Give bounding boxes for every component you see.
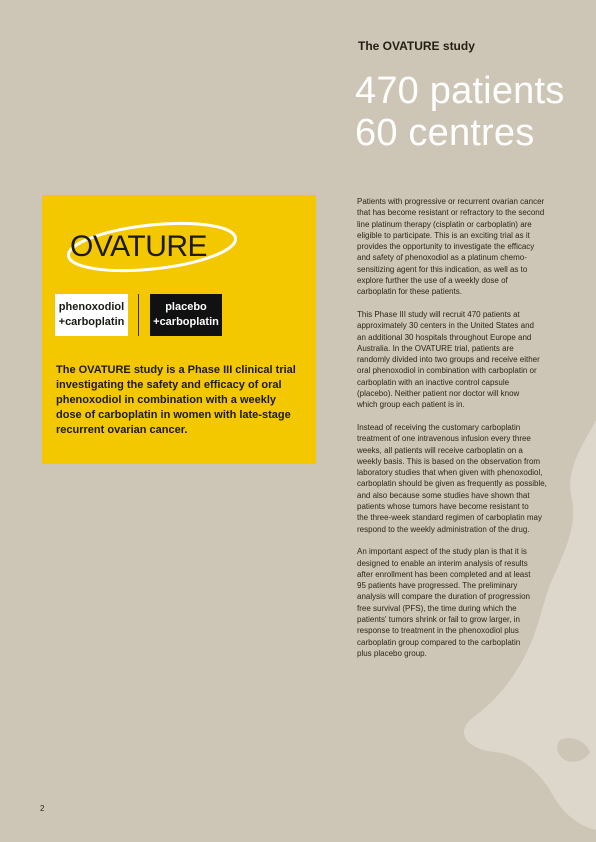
text-line: randomly divided into two groups and receive either [357, 355, 540, 365]
text-line: free survival (PFS), the time during which the [357, 603, 517, 613]
arm2-line2: +carboplatin [153, 316, 219, 328]
text-line: patients whose tumors have become resistant to [357, 502, 529, 512]
text-line: Australia. In the OVATURE trial, patients are [357, 343, 514, 353]
study-summary-box [42, 195, 316, 464]
study-description [56, 363, 301, 438]
headline-line-2: 60 centres [355, 112, 535, 154]
text-line: carboplatin for these patients. [357, 287, 462, 297]
text-line: Patients with progressive or recurrent ovarian cancer [357, 197, 545, 206]
description-line: dose of carboplatin in women with late-stage [56, 409, 291, 421]
arm2-line1: placebo [165, 301, 207, 313]
text-line: explore further the use of a weekly dose of [357, 276, 508, 286]
ovature-logo [64, 217, 244, 277]
description-line: phenoxodiol in combination with a weekly [56, 394, 277, 406]
text-line: sensitizing agent for this indication, as well as to [357, 264, 528, 274]
text-line: that has become resistant or refractory to the second [357, 208, 545, 218]
text-line: (placebo). Neither patient nor doctor will know [357, 389, 520, 399]
text-line: An important aspect of the study plan is that it is [357, 547, 527, 557]
text-line: designed to enable an interim analysis of results [357, 558, 528, 568]
text-line: carboplatin should be given as frequently as possible, [357, 479, 547, 489]
paragraph-dosing [357, 422, 587, 535]
text-line: and also because some studies have shown that [357, 490, 530, 500]
text-line: respond to the weekly administration of the drug. [357, 524, 530, 534]
text-line: This Phase III study will recruit 470 patients at [357, 309, 520, 319]
paragraph-interim-analysis [357, 546, 587, 659]
text-line: Instead of receiving the customary carboplatin [357, 422, 521, 432]
text-line: carboplatin group compared to the carboplatin [357, 637, 521, 647]
text-line: eligible to participate. This is an exciting trial as it [357, 230, 530, 240]
description-line: recurrent ovarian cancer. [56, 424, 188, 436]
arm1-line2: +carboplatin [58, 316, 125, 328]
arm1-line1: phenoxodiol [58, 301, 125, 313]
text-line: oral phenoxodiol in combination with carboplatin or [357, 366, 537, 376]
text-line: after enrollment has been completed and at least [357, 569, 531, 579]
arm-divider [138, 294, 139, 336]
logo-wordmark: OVATURE [70, 230, 208, 263]
headline-line-1: 470 patients [355, 70, 565, 112]
page-headline [355, 70, 590, 154]
description-line: The OVATURE study is a Phase III clinical trial [56, 364, 296, 376]
paragraph-eligibility [357, 196, 587, 298]
text-line: which group each patient is in. [357, 400, 465, 410]
description-line: investigating the safety and efficacy of oral [56, 379, 282, 391]
text-line: analysis will compare the duration of progression [357, 592, 530, 602]
text-line: approximately 30 centers in the United States and [357, 321, 534, 331]
text-line: an additional 30 hospitals throughout Europe and [357, 332, 532, 342]
text-line: provides the opportunity to investigate the efficacy [357, 242, 535, 252]
text-line: line platinum therapy (cisplatin or carboplatin) are [357, 219, 532, 229]
text-line: and safety of phenoxodiol as a platinum chemo- [357, 253, 527, 263]
text-line: response to treatment in the phenoxodiol plus [357, 626, 519, 636]
text-line: plus placebo group. [357, 648, 427, 658]
text-line: weekly basis. This is based on the observation from [357, 456, 541, 466]
text-line: carboplatin with an inactive control capsule [357, 377, 510, 387]
page-number: 2 [40, 804, 45, 813]
text-line: 95 patients have progressed. The preliminary [357, 581, 518, 591]
treatment-arm-placebo [150, 294, 222, 336]
body-text-column [357, 196, 587, 670]
treatment-arm-phenoxodiol [55, 294, 128, 336]
text-line: the three-week standard regimen of carboplatin may [357, 513, 542, 523]
section-kicker: The OVATURE study [358, 39, 475, 53]
text-line: laboratory studies that when given with phenoxodiol, [357, 468, 543, 478]
paragraph-recruitment [357, 309, 587, 411]
text-line: treatment of one intravenous infusion every three [357, 434, 531, 444]
text-line: weeks, all patients will receive carboplatin on a [357, 445, 523, 455]
text-line: patients' tumors shrink or fail to grow larger, in [357, 614, 520, 624]
